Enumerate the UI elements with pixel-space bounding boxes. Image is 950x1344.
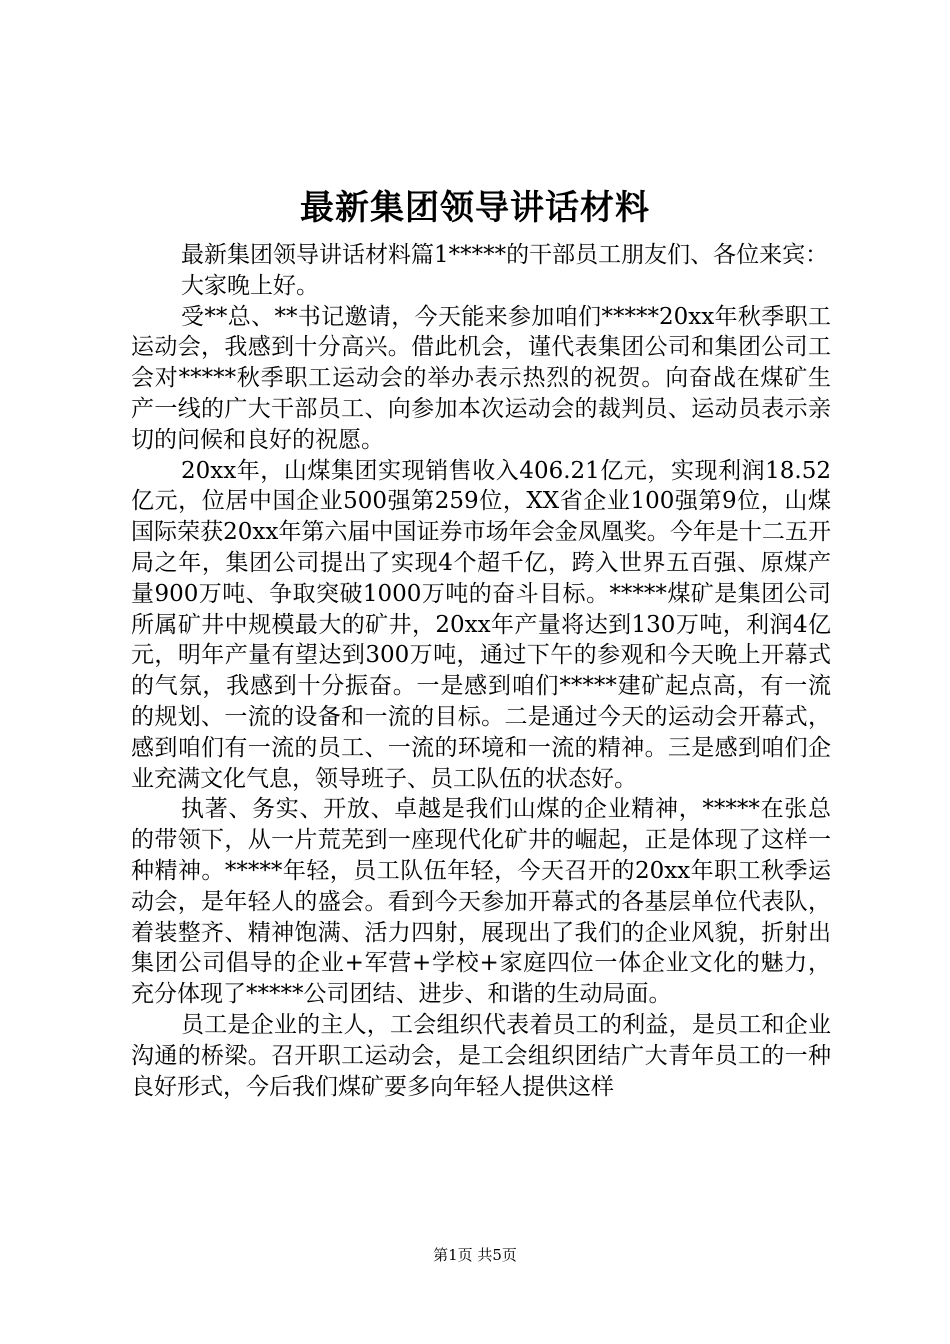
document-title: 最新集团领导讲话材料 bbox=[300, 188, 650, 228]
paragraph-invitation: 受**总、**书记邀请，今天能来参加咱们*****20xx年秋季职工运动会，我感到十分高兴。借此机会，谨代表集团公司和集团公司工会对*****秋季职工运动会的举办表示热烈的祝贺。向奋战在煤矿生产一线的广大干部员工、向参加本次运动会的裁判员、运动员表示亲切的问候和良好的祝愿。 bbox=[131, 303, 831, 453]
document-body bbox=[131, 240, 831, 1102]
paragraph-achievements: 20xx年，山煤集团实现销售收入406.21亿元，实现利润18.52亿元，位居中国企业500强第259位，XX省企业100强第9位，山煤国际荣获20xx年第六届中国证券市场年会金凤凰奖。今年是十二五开局之年，集团公司提出了实现4个超千亿，跨入世界五百强、原煤产量900万吨、争取突破1000万吨的奋斗目标。*****煤矿是集团公司所属矿井中规模最大的矿井，20xx年产量将达到130万吨，利润4亿元，明年产量有望达到300万吨，通过下午的参观和今天晚上开幕式的气氛，我感到十分振奋。一是感到咱们*****建矿起点高，有一流的规划、一流的设备和一流的目标。二是通过今天的运动会开幕式，感到咱们有一流的员工、一流的环境和一流的精神。三是感到咱们企业充满文化气息，领导班子、员工队伍的状态好。 bbox=[131, 457, 831, 792]
page-footer: 第1页 共5页 bbox=[433, 1246, 517, 1264]
paragraph-employees: 员工是企业的主人，工会组织代表着员工的利益，是员工和企业沟通的桥梁。召开职工运动会，是工会组织团结广大青年员工的一种良好形式，今后我们煤矿要多向年轻人提供这样 bbox=[131, 1011, 831, 1100]
paragraph-good-evening: 大家晚上好。 bbox=[181, 272, 319, 299]
paragraph-enterprise-spirit: 执著、务实、开放、卓越是我们山煤的企业精神，*****在张总的带领下，从一片荒芜到一座现代化矿井的崛起，正是体现了这样一种精神。*****年轻，员工队伍年轻，今天召开的20xx年职工秋季运动会，是年轻人的盛会。看到今天参加开幕式的各基层单位代表队，着装整齐、精神饱满、活力四射，展现出了我们的企业风貌，折射出集团公司倡导的企业+军营+学校+家庭四位一体企业文化的魅力，充分体现了*****公司团结、进步、和谐的生动局面。 bbox=[131, 796, 831, 1008]
paragraph-greeting: 最新集团领导讲话材料篇1*****的干部员工朋友们、各位来宾： bbox=[181, 242, 829, 268]
